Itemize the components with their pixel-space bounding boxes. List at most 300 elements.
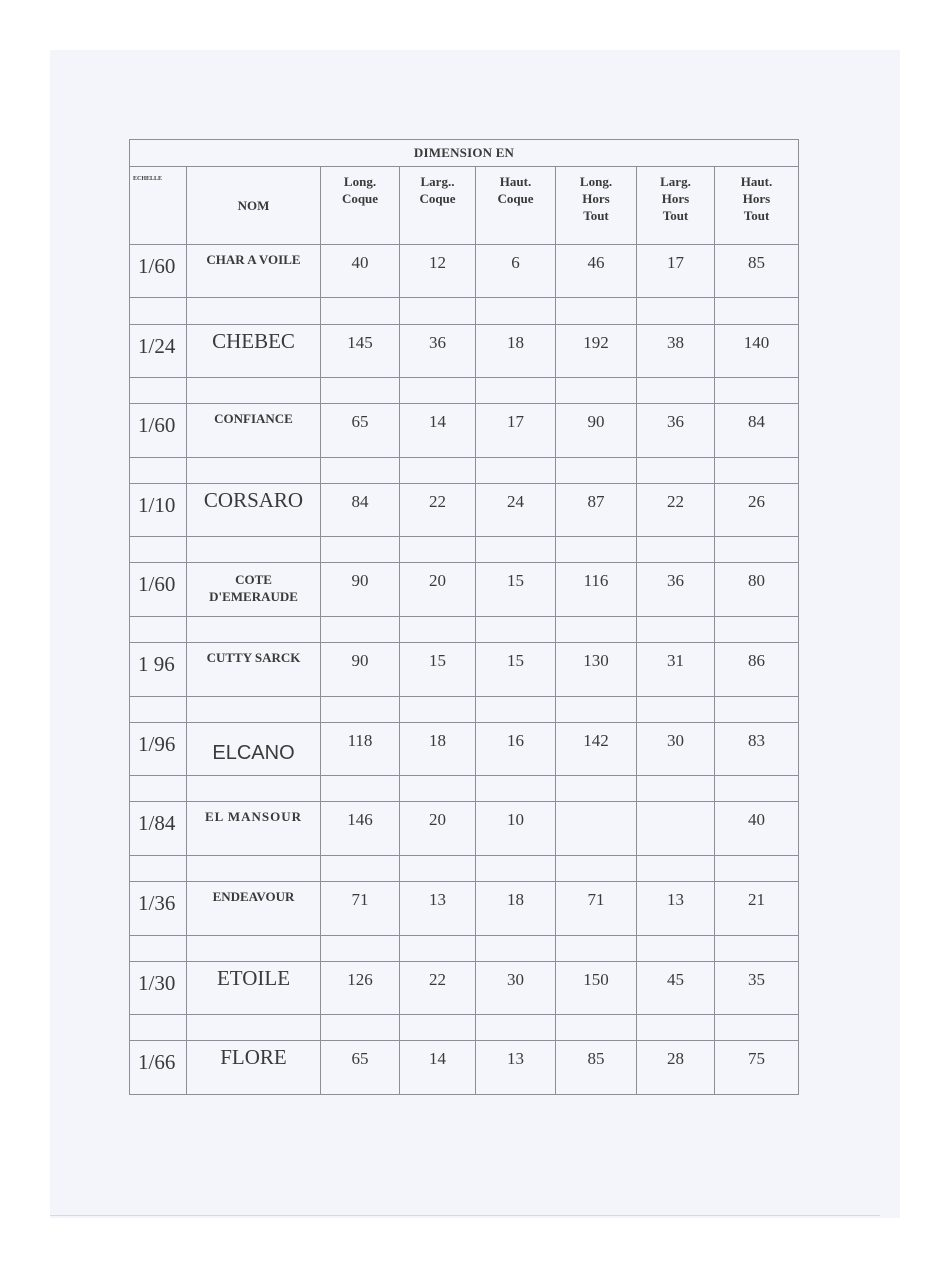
- long-hors-tout-value: 192: [583, 332, 609, 352]
- spacer-cell: [130, 696, 187, 722]
- larg-hors-tout-value: 30: [667, 730, 684, 750]
- spacer-cell: [476, 377, 556, 403]
- larg-hors-tout-value: 22: [667, 491, 684, 511]
- larg-coque-cell: [400, 563, 476, 616]
- haut-coque-cell: [476, 563, 556, 616]
- haut-coque-value: 16: [507, 730, 524, 750]
- larg-hors-tout-value: 31: [667, 651, 684, 671]
- ship-name: CUTTY SARCK: [206, 650, 301, 666]
- long-coque-value: 118: [347, 730, 373, 750]
- spacer-cell: [637, 696, 715, 722]
- spacer-cell: [400, 776, 476, 802]
- spacer-row: [130, 616, 799, 642]
- ship-name-line: D'EMERAUDE: [209, 589, 298, 605]
- name-cell: [187, 882, 321, 935]
- spacer-cell: [715, 457, 799, 483]
- spacer-cell: [130, 537, 187, 563]
- haut-hors-tout-cell: [715, 802, 799, 855]
- haut-coque-cell: [476, 244, 556, 297]
- long-hors-tout-cell: [556, 1041, 637, 1095]
- scale-cell: [130, 961, 187, 1014]
- long-hors-tout-cell: [556, 563, 637, 616]
- header-line: Haut.: [740, 174, 773, 190]
- haut-hors-tout-value: 86: [748, 651, 766, 671]
- haut-hors-tout-cell: [715, 722, 799, 775]
- spacer-cell: [321, 537, 400, 563]
- spacer-cell: [715, 377, 799, 403]
- scale-value: 1/24: [138, 333, 176, 358]
- long-coque-cell: [321, 324, 400, 377]
- spacer-cell: [637, 855, 715, 881]
- long-hors-tout-value: 150: [583, 969, 609, 989]
- name-cell: [187, 802, 321, 855]
- haut-hors-tout-value: 40: [748, 810, 766, 830]
- haut-hors-tout-value: 80: [748, 571, 766, 591]
- long-hors-tout-value: 85: [587, 1049, 605, 1069]
- spacer-cell: [130, 298, 187, 324]
- haut-coque-cell: [476, 722, 556, 775]
- spacer-cell: [556, 696, 637, 722]
- spacer-row: [130, 696, 799, 722]
- scale-value: 1/66: [138, 1050, 176, 1075]
- spacer-cell: [130, 855, 187, 881]
- long-coque-value: 90: [351, 571, 369, 591]
- spacer-cell: [637, 537, 715, 563]
- name-cell: [187, 1041, 321, 1095]
- larg-coque-value: 14: [429, 1049, 446, 1069]
- spacer-cell: [476, 537, 556, 563]
- larg-hors-tout-cell: [637, 244, 715, 297]
- spacer-cell: [637, 616, 715, 642]
- larg-coque-cell: [400, 722, 476, 775]
- haut-coque-cell: [476, 961, 556, 1014]
- spacer-cell: [400, 457, 476, 483]
- spacer-cell: [187, 776, 321, 802]
- haut-hors-tout-cell: [715, 244, 799, 297]
- haut-hors-tout-cell: [715, 404, 799, 457]
- long-coque-cell: [321, 802, 400, 855]
- ship-name: CHEBEC: [212, 328, 295, 353]
- larg-coque-cell: [400, 483, 476, 536]
- long-hors-tout-value: [556, 802, 636, 810]
- spacer-cell: [187, 855, 321, 881]
- long-hors-tout-cell: [556, 882, 637, 935]
- larg-coque-cell: [400, 244, 476, 297]
- header-nom-label: NOM: [237, 198, 270, 214]
- spacer-cell: [556, 377, 637, 403]
- larg-hors-tout-cell: [637, 324, 715, 377]
- spacer-cell: [715, 696, 799, 722]
- spacer-cell: [400, 935, 476, 961]
- header-long-hors-tout: [556, 167, 637, 245]
- haut-hors-tout-cell: [715, 563, 799, 616]
- header-long-coque: [321, 167, 400, 245]
- haut-coque-cell: [476, 643, 556, 696]
- scale-value: 1/96: [138, 731, 176, 756]
- haut-coque-cell: [476, 882, 556, 935]
- haut-coque-value: 13: [507, 1049, 524, 1069]
- haut-hors-tout-value: 21: [748, 890, 766, 910]
- long-coque-cell: [321, 244, 400, 297]
- spacer-cell: [130, 377, 187, 403]
- spacer-cell: [556, 298, 637, 324]
- long-coque-value: 146: [347, 810, 373, 830]
- name-cell: [187, 404, 321, 457]
- table-title: DIMENSION EN: [130, 140, 799, 167]
- long-hors-tout-value: 87: [587, 491, 605, 511]
- scale-value: 1/60: [138, 253, 176, 278]
- name-cell: [187, 961, 321, 1014]
- haut-hors-tout-cell: [715, 643, 799, 696]
- long-hors-tout-value: 71: [587, 890, 605, 910]
- spacer-cell: [130, 935, 187, 961]
- ship-name: FLORE: [220, 1045, 287, 1070]
- long-coque-cell: [321, 404, 400, 457]
- long-coque-value: 65: [351, 412, 369, 432]
- scale-value: 1/84: [138, 811, 176, 836]
- spacer-cell: [187, 1015, 321, 1041]
- spacer-cell: [187, 696, 321, 722]
- haut-coque-value: 24: [507, 491, 524, 511]
- spacer-cell: [130, 457, 187, 483]
- long-coque-value: 90: [351, 651, 369, 671]
- ship-name: CORSARO: [203, 487, 304, 512]
- header-line: Hors: [661, 191, 690, 207]
- larg-coque-value: 22: [429, 969, 446, 989]
- haut-coque-value: 18: [507, 332, 524, 352]
- header-haut-coque: [476, 167, 556, 245]
- spacer-cell: [476, 1015, 556, 1041]
- haut-coque-value: 10: [507, 810, 524, 830]
- spacer-cell: [321, 457, 400, 483]
- spacer-row: [130, 935, 799, 961]
- spacer-cell: [187, 298, 321, 324]
- haut-hors-tout-cell: [715, 1041, 799, 1095]
- spacer-cell: [556, 776, 637, 802]
- larg-coque-cell: [400, 1041, 476, 1095]
- name-cell: [187, 324, 321, 377]
- haut-coque-value: 6: [511, 252, 520, 272]
- spacer-cell: [715, 1015, 799, 1041]
- ship-name: CONFIANCE: [214, 411, 293, 427]
- header-nom: [187, 167, 321, 245]
- spacer-cell: [556, 457, 637, 483]
- spacer-cell: [637, 935, 715, 961]
- larg-hors-tout-cell: [637, 643, 715, 696]
- ship-name: ETOILE: [216, 965, 291, 990]
- table-row: [130, 563, 799, 616]
- table-title-row: [130, 140, 799, 167]
- header-line: Long.: [343, 174, 377, 190]
- scale-cell: [130, 1041, 187, 1095]
- spacer-cell: [400, 1015, 476, 1041]
- spacer-cell: [637, 457, 715, 483]
- dimensions-table: [129, 139, 799, 1095]
- scale-value: 1/60: [138, 413, 176, 438]
- spacer-cell: [715, 935, 799, 961]
- header-line: Larg..: [420, 174, 455, 190]
- spacer-cell: [400, 616, 476, 642]
- spacer-cell: [187, 457, 321, 483]
- name-cell: [187, 244, 321, 297]
- spacer-cell: [321, 776, 400, 802]
- haut-hors-tout-value: 84: [748, 412, 766, 432]
- ship-name: CHAR A VOILE: [206, 251, 301, 267]
- larg-hors-tout-cell: [637, 1041, 715, 1095]
- haut-hors-tout-value: 26: [748, 491, 766, 511]
- haut-coque-value: 15: [507, 571, 524, 591]
- long-hors-tout-cell: [556, 722, 637, 775]
- long-hors-tout-cell: [556, 643, 637, 696]
- spacer-cell: [321, 298, 400, 324]
- spacer-cell: [321, 696, 400, 722]
- larg-hors-tout-cell: [637, 961, 715, 1014]
- spacer-cell: [476, 696, 556, 722]
- larg-hors-tout-cell: [637, 404, 715, 457]
- larg-hors-tout-cell: [637, 882, 715, 935]
- spacer-cell: [715, 616, 799, 642]
- haut-hors-tout-value: 83: [748, 730, 766, 750]
- spacer-cell: [321, 855, 400, 881]
- spacer-cell: [130, 776, 187, 802]
- larg-coque-value: 14: [429, 412, 446, 432]
- long-coque-cell: [321, 961, 400, 1014]
- long-hors-tout-cell: [556, 324, 637, 377]
- larg-coque-value: 15: [429, 651, 446, 671]
- name-cell: [187, 563, 321, 616]
- name-cell: [187, 483, 321, 536]
- long-hors-tout-cell: [556, 961, 637, 1014]
- larg-coque-value: 20: [429, 571, 446, 591]
- long-coque-cell: [321, 722, 400, 775]
- spacer-cell: [476, 616, 556, 642]
- larg-coque-value: 20: [429, 810, 446, 830]
- header-line: Hors: [582, 191, 610, 207]
- long-coque-value: 145: [347, 332, 373, 352]
- table-row: [130, 643, 799, 696]
- spacer-cell: [556, 855, 637, 881]
- long-hors-tout-value: 116: [583, 571, 609, 591]
- scale-value: 1/36: [138, 891, 176, 916]
- spacer-cell: [637, 776, 715, 802]
- name-cell: [187, 643, 321, 696]
- scale-cell: [130, 324, 187, 377]
- larg-hors-tout-value: 28: [667, 1049, 684, 1069]
- spacer-row: [130, 537, 799, 563]
- spacer-cell: [476, 776, 556, 802]
- larg-coque-cell: [400, 961, 476, 1014]
- spacer-row: [130, 1015, 799, 1041]
- spacer-cell: [130, 1015, 187, 1041]
- table-row: [130, 802, 799, 855]
- larg-coque-cell: [400, 802, 476, 855]
- header-line: Tout: [743, 208, 770, 224]
- table-row: [130, 882, 799, 935]
- haut-coque-value: 17: [507, 412, 524, 432]
- larg-coque-value: 12: [429, 252, 446, 272]
- larg-hors-tout-cell: [637, 563, 715, 616]
- haut-coque-value: 15: [507, 651, 524, 671]
- spacer-cell: [400, 298, 476, 324]
- scale-cell: [130, 722, 187, 775]
- table-row: [130, 1041, 799, 1095]
- spacer-row: [130, 855, 799, 881]
- long-hors-tout-cell: [556, 802, 637, 855]
- header-line: Hors: [742, 191, 771, 207]
- spacer-cell: [556, 616, 637, 642]
- ship-name: ELCANO: [212, 741, 295, 764]
- long-coque-cell: [321, 483, 400, 536]
- scale-cell: [130, 802, 187, 855]
- haut-coque-cell: [476, 404, 556, 457]
- long-coque-cell: [321, 1041, 400, 1095]
- haut-hors-tout-cell: [715, 324, 799, 377]
- spacer-cell: [476, 298, 556, 324]
- long-coque-value: 84: [351, 491, 369, 511]
- larg-hors-tout-value: 13: [667, 890, 684, 910]
- haut-hors-tout-cell: [715, 882, 799, 935]
- header-line: Haut.: [499, 174, 532, 190]
- long-hors-tout-value: 46: [587, 252, 605, 272]
- larg-hors-tout-cell: [637, 802, 715, 855]
- spacer-cell: [321, 616, 400, 642]
- scale-value: 1/30: [138, 970, 176, 995]
- spacer-cell: [321, 1015, 400, 1041]
- ship-name: EL MANSOUR: [204, 809, 303, 825]
- larg-coque-value: 18: [429, 730, 446, 750]
- ship-name-line: COTE: [235, 572, 272, 588]
- spacer-cell: [476, 935, 556, 961]
- spacer-cell: [715, 855, 799, 881]
- spacer-cell: [715, 298, 799, 324]
- spacer-row: [130, 377, 799, 403]
- haut-hors-tout-value: 85: [748, 252, 766, 272]
- header-echelle-label: ECHELLE: [133, 176, 163, 183]
- larg-hors-tout-value: 36: [667, 571, 684, 591]
- scale-value: 1 96: [138, 652, 175, 677]
- long-coque-cell: [321, 882, 400, 935]
- scale-cell: [130, 483, 187, 536]
- spacer-row: [130, 298, 799, 324]
- table-row: [130, 961, 799, 1014]
- spacer-cell: [556, 1015, 637, 1041]
- spacer-cell: [400, 855, 476, 881]
- table-row: [130, 483, 799, 536]
- larg-hors-tout-cell: [637, 722, 715, 775]
- larg-coque-cell: [400, 404, 476, 457]
- larg-coque-value: 36: [429, 332, 446, 352]
- haut-coque-value: 18: [507, 890, 524, 910]
- scale-cell: [130, 563, 187, 616]
- larg-hors-tout-cell: [637, 483, 715, 536]
- spacer-row: [130, 776, 799, 802]
- scale-value: 1/10: [138, 492, 176, 517]
- spacer-cell: [715, 776, 799, 802]
- header-line: Coque: [497, 191, 534, 207]
- scale-cell: [130, 404, 187, 457]
- header-line: Tout: [662, 208, 689, 224]
- long-hors-tout-cell: [556, 483, 637, 536]
- haut-hors-tout-value: 35: [748, 969, 766, 989]
- larg-coque-cell: [400, 324, 476, 377]
- header-echelle: [130, 167, 187, 245]
- ship-name: [187, 563, 320, 605]
- name-cell: [187, 722, 321, 775]
- larg-coque-cell: [400, 882, 476, 935]
- spacer-cell: [400, 537, 476, 563]
- header-line: Long.: [579, 174, 613, 190]
- long-hors-tout-value: 90: [587, 412, 605, 432]
- scale-value: 1/60: [138, 572, 176, 597]
- spacer-cell: [637, 298, 715, 324]
- larg-hors-tout-value: 36: [667, 412, 684, 432]
- long-hors-tout-cell: [556, 404, 637, 457]
- table-row: [130, 404, 799, 457]
- spacer-cell: [637, 1015, 715, 1041]
- spacer-cell: [187, 616, 321, 642]
- spacer-row: [130, 457, 799, 483]
- spacer-cell: [321, 935, 400, 961]
- spacer-cell: [130, 616, 187, 642]
- haut-coque-cell: [476, 1041, 556, 1095]
- haut-coque-cell: [476, 324, 556, 377]
- table-row: [130, 324, 799, 377]
- spacer-cell: [187, 935, 321, 961]
- table-row: [130, 244, 799, 297]
- spacer-cell: [321, 377, 400, 403]
- larg-hors-tout-value: 38: [667, 332, 684, 352]
- larg-coque-cell: [400, 643, 476, 696]
- larg-hors-tout-value: 45: [667, 969, 684, 989]
- long-coque-value: 40: [351, 252, 369, 272]
- spacer-cell: [187, 537, 321, 563]
- larg-coque-value: 22: [429, 491, 446, 511]
- header-line: Larg.: [660, 174, 691, 190]
- long-coque-cell: [321, 643, 400, 696]
- spacer-cell: [637, 377, 715, 403]
- spacer-cell: [400, 696, 476, 722]
- haut-coque-cell: [476, 483, 556, 536]
- haut-hors-tout-cell: [715, 961, 799, 1014]
- long-hors-tout-cell: [556, 244, 637, 297]
- larg-hors-tout-value: [637, 802, 714, 810]
- haut-hors-tout-value: 140: [743, 332, 770, 352]
- header-line: Coque: [419, 191, 456, 207]
- larg-coque-value: 13: [429, 890, 446, 910]
- haut-hors-tout-cell: [715, 483, 799, 536]
- table-header-row: [130, 167, 799, 245]
- long-coque-value: 71: [351, 890, 369, 910]
- header-line: Tout: [583, 208, 609, 224]
- haut-coque-cell: [476, 802, 556, 855]
- spacer-cell: [715, 537, 799, 563]
- spacer-cell: [476, 457, 556, 483]
- table-row: [130, 722, 799, 775]
- long-coque-value: 126: [347, 969, 373, 989]
- spacer-cell: [400, 377, 476, 403]
- long-hors-tout-value: 142: [583, 730, 609, 750]
- long-coque-cell: [321, 563, 400, 616]
- ship-name: ENDEAVOUR: [212, 889, 295, 905]
- header-haut-hors-tout: [715, 167, 799, 245]
- header-larg-coque: [400, 167, 476, 245]
- header-line: Coque: [341, 191, 379, 207]
- scale-cell: [130, 882, 187, 935]
- larg-hors-tout-value: 17: [667, 252, 684, 272]
- spacer-cell: [556, 935, 637, 961]
- spacer-cell: [476, 855, 556, 881]
- header-larg-hors-tout: [637, 167, 715, 245]
